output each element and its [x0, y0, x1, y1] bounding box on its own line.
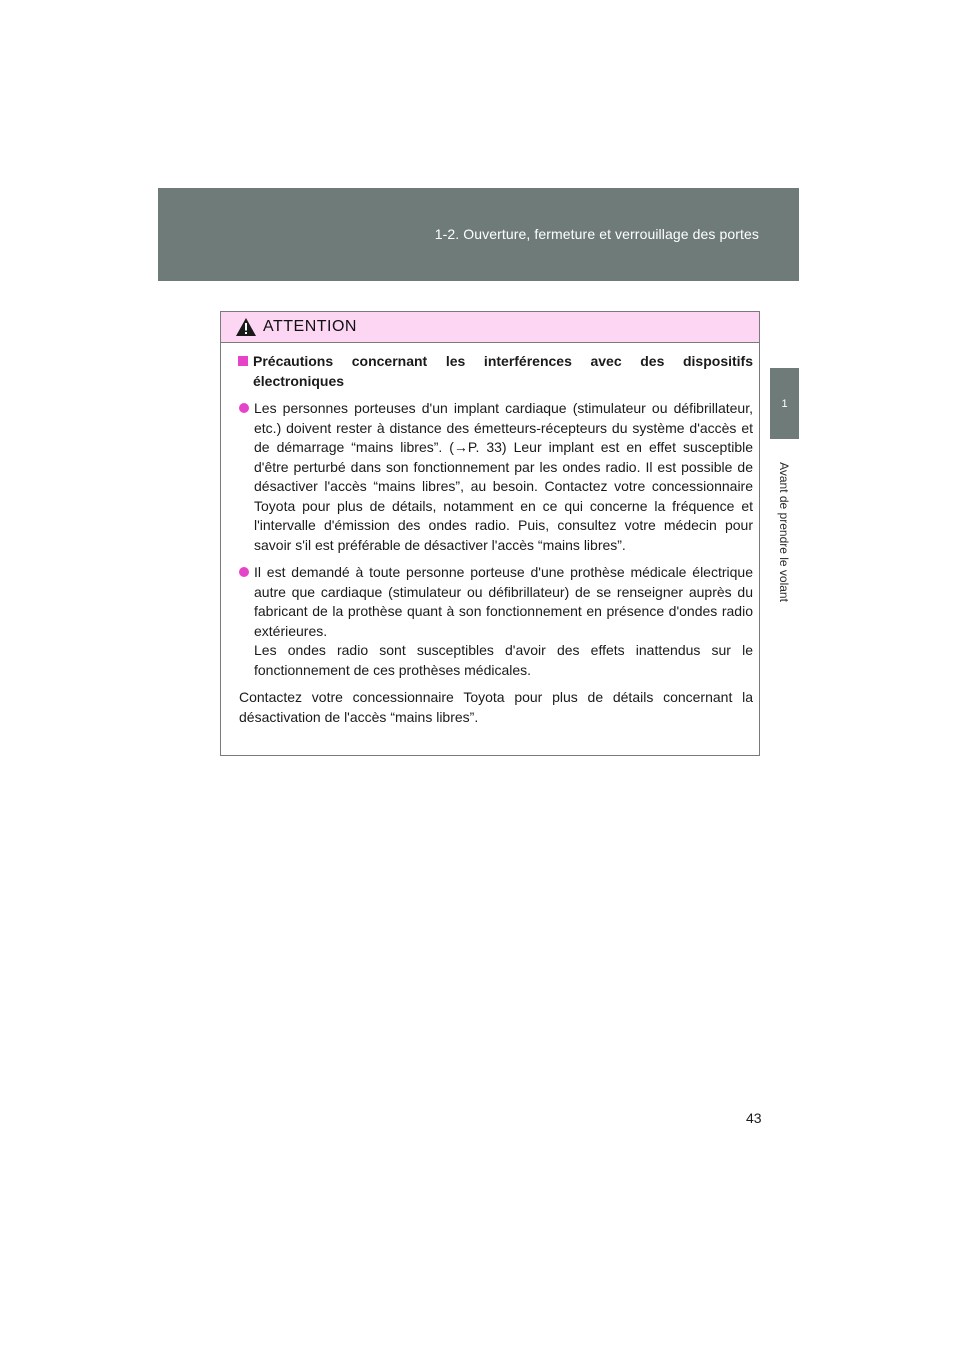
bullet-item-implant [238, 399, 753, 555]
circle-bullet-icon [239, 567, 249, 577]
circle-bullet-icon [239, 403, 249, 413]
bullet-paragraph: Il est demandé à toute personne porteuse d'une prothèse médicale électrique autre que cardiaque (stimulateur ou défibrillateur) de se renseigner auprès du fabricant de la prothèse quant à son fonctionnement en présence d'ondes radio extérieures. [254, 564, 753, 639]
page-number: 43 [746, 1110, 762, 1126]
warning-body [221, 343, 759, 727]
square-bullet-icon [238, 356, 248, 366]
section-heading [238, 352, 753, 391]
header-band [158, 188, 799, 281]
chapter-tab: 1 [770, 368, 799, 439]
section-heading-text: Précautions concernant les interférences avec des dispositifs électroniques [253, 353, 753, 389]
bullet-paragraph: Les ondes radio sont susceptibles d'avoir des effets inattendus sur le fonctionnement de ces prothèses médicales. [254, 642, 753, 678]
bullet-item-prosthesis [238, 563, 753, 680]
warning-title: ATTENTION [263, 318, 357, 335]
warning-header [221, 312, 759, 343]
bullet-paragraph: Les personnes porteuses d'un implant cardiaque (stimulateur ou défibrillateur, etc.) doivent rester à distance des émetteurs-récepteurs du système d'accès et de démarrage “mains libres”. (→P. 33) Leur implant est en effet susceptible d'être perturbé dans son fonctionnement par les ondes radio. Il est possible de désactiver l'accès “mains libres”, au besoin. Contactez votre concessionnaire Toyota pour plus de détails, notamment en ce qui concerne la fréquence et l'intervalle d'émission des ondes radio. Puis, consultez votre médecin pour savoir s'il est préférable de désactiver l'accès “mains libres”. [254, 400, 753, 553]
section-title: 1-2. Ouverture, fermeture et verrouillage des portes [434, 226, 759, 242]
chapter-label: Avant de prendre le volant [777, 462, 791, 602]
closing-paragraph: Contactez votre concessionnaire Toyota pour plus de détails concernant la désactivation de l'accès “mains libres”. [239, 689, 753, 725]
warning-triangle-icon [235, 317, 257, 337]
warning-box [220, 311, 760, 756]
